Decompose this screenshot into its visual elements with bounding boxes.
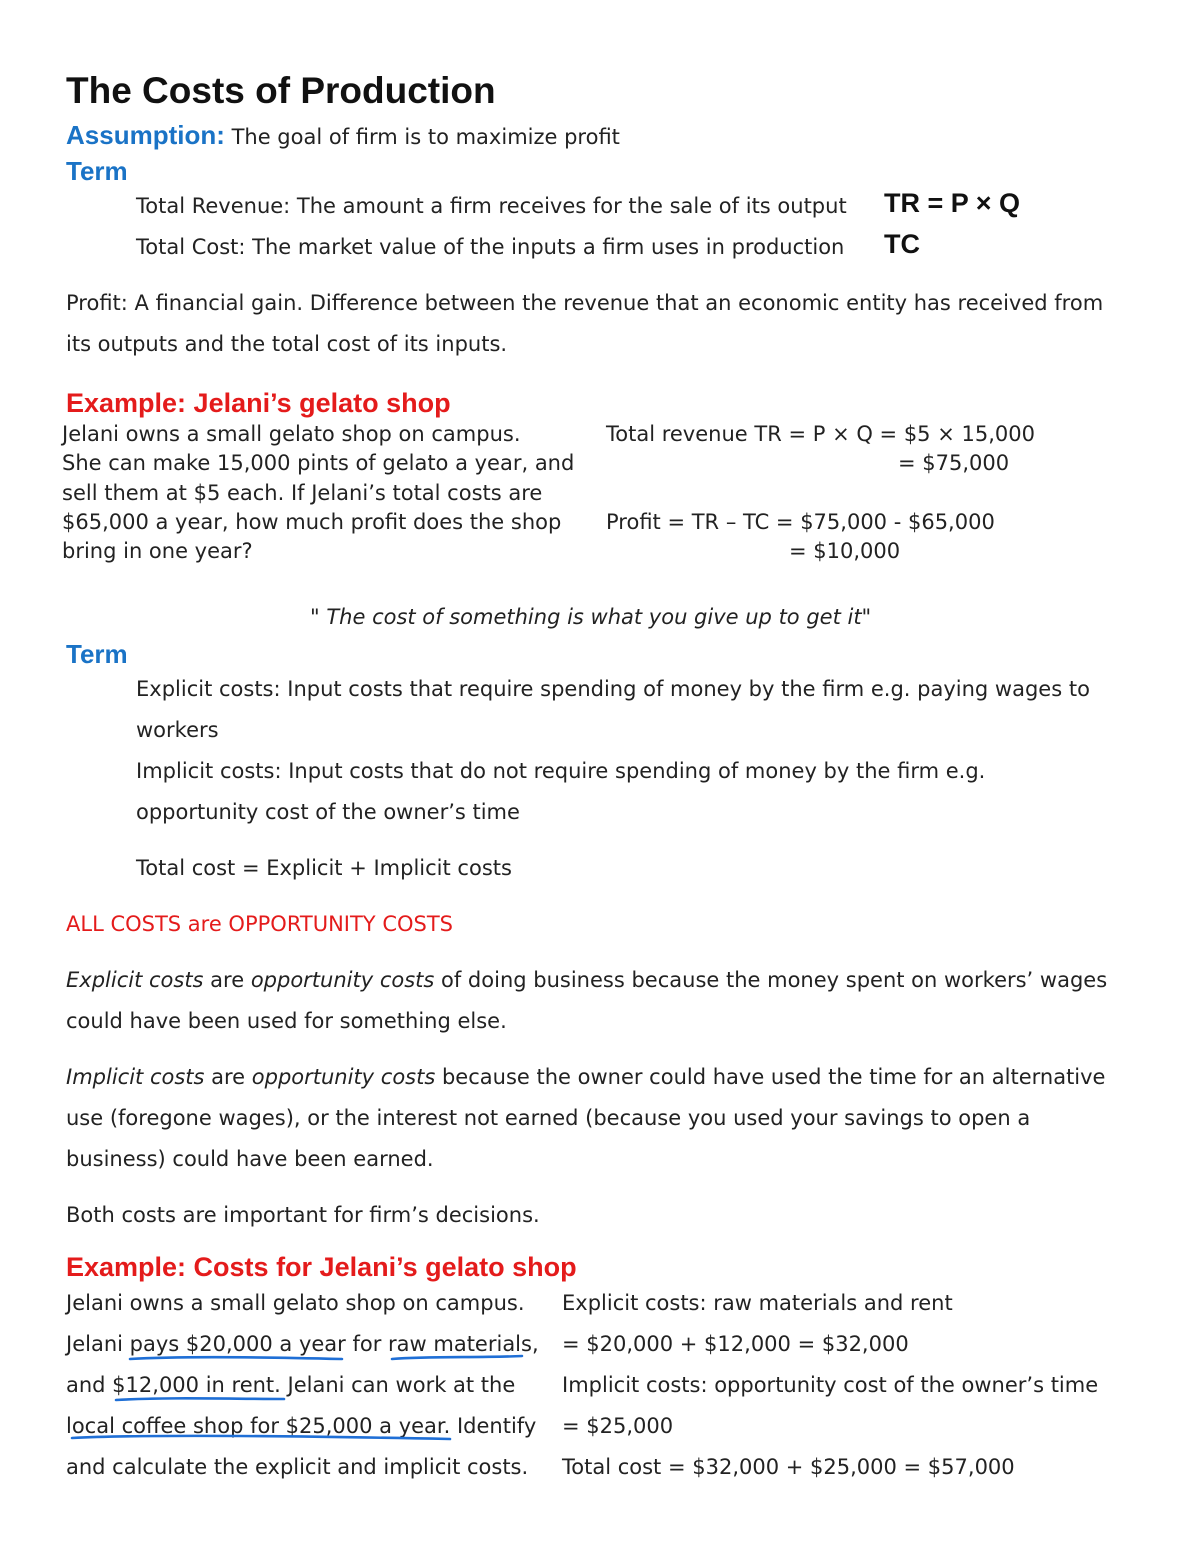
implicit-costs-term: Implicit costs	[66, 1065, 205, 1089]
example2-left-line: local coffee shop for $25,000 a year. Identify	[66, 1414, 537, 1438]
implicit-paragraph-line2: use (foregone wages), or the interest not earned (because you used your savings to open a	[66, 1106, 1031, 1130]
opportunity-costs-term: opportunity costs	[250, 968, 435, 992]
total-revenue-formula: TR = P × Q	[884, 188, 1021, 218]
term-heading-1: Term	[66, 156, 128, 186]
assumption-line	[66, 120, 620, 151]
example2-right-line: Implicit costs: opportunity cost of the owner’s time	[562, 1373, 1099, 1397]
explicit-costs-definition-line1: Explicit costs: Input costs that require spending of money by the firm e.g. paying wages to	[136, 677, 1090, 701]
example2-left-line: and calculate the explicit and implicit costs.	[66, 1455, 529, 1479]
assumption-label: Assumption:	[66, 120, 225, 150]
page-title: The Costs of Production	[66, 70, 496, 111]
paragraph-text: are	[203, 968, 251, 992]
implicit-costs-definition-line2: opportunity cost of the owner’s time	[136, 800, 520, 824]
ink-underline	[130, 1357, 342, 1359]
opportunity-costs-term: opportunity costs	[251, 1065, 436, 1089]
ink-underline	[392, 1356, 522, 1359]
implicit-costs-definition-line1: Implicit costs: Input costs that do not require spending of money by the firm e.g.	[136, 759, 986, 783]
total-revenue-calc: Total revenue TR = P × Q = $5 × 15,000	[606, 422, 1035, 446]
quote: " The cost of something is what you give up to get it"	[310, 605, 872, 629]
example1-heading: Example: Jelani’s gelato shop	[66, 388, 451, 418]
example2-left-line: and $12,000 in rent. Jelani can work at the	[66, 1373, 516, 1397]
paragraph-text: are	[204, 1065, 252, 1089]
example2-right-line: = $25,000	[562, 1414, 674, 1438]
profit-calc: Profit = TR – TC = $75,000 - $65,000	[606, 510, 995, 534]
example2-left-line: Jelani owns a small gelato shop on campus.	[66, 1291, 525, 1315]
implicit-paragraph-line1	[66, 1065, 1105, 1089]
example2-left-line: Jelani pays $20,000 a year for raw materials,	[66, 1332, 539, 1356]
assumption-text: The goal of firm is to maximize profit	[224, 125, 620, 149]
total-revenue-definition: Total Revenue: The amount a firm receives for the sale of its output	[136, 194, 847, 218]
example2-right-line: Total cost = $32,000 + $25,000 = $57,000	[562, 1455, 1015, 1479]
explicit-costs-definition-line2: workers	[136, 718, 219, 742]
profit-definition-line1: Profit: A financial gain. Difference between the revenue that an economic entity has received from	[66, 291, 1104, 315]
total-cost-formula: TC	[884, 229, 920, 259]
example2-right-line: Explicit costs: raw materials and rent	[562, 1291, 953, 1315]
example1-left-line: $65,000 a year, how much profit does the shop	[62, 510, 562, 534]
example2-heading: Example: Costs for Jelani’s gelato shop	[66, 1252, 577, 1282]
implicit-paragraph-line3: business) could have been earned.	[66, 1147, 434, 1171]
explicit-paragraph-line2: could have been used for something else.	[66, 1009, 507, 1033]
all-costs-statement: ALL COSTS are OPPORTUNITY COSTS	[66, 912, 453, 936]
term-heading-2: Term	[66, 639, 128, 669]
paragraph-text: because the owner could have used the time for an alternative	[435, 1065, 1106, 1089]
paragraph-text: of doing business because the money spent on workers’ wages	[434, 968, 1108, 992]
example1-left-line: bring in one year?	[62, 539, 253, 563]
total-cost-definition: Total Cost: The market value of the inputs a firm uses in production	[136, 235, 845, 259]
example1-left-line: Jelani owns a small gelato shop on campus.	[62, 422, 521, 446]
example1-left-line: sell them at $5 each. If Jelani’s total costs are	[62, 481, 543, 505]
both-costs-statement: Both costs are important for firm’s decisions.	[66, 1203, 540, 1227]
profit-result: = $10,000	[789, 539, 901, 563]
explicit-costs-term: Explicit costs	[66, 968, 204, 992]
total-revenue-result: = $75,000	[898, 451, 1010, 475]
ink-underline	[116, 1398, 284, 1400]
total-cost-equation: Total cost = Explicit + Implicit costs	[136, 856, 512, 880]
explicit-paragraph-line1	[66, 968, 1107, 992]
example2-right-line: = $20,000 + $12,000 = $32,000	[562, 1332, 909, 1356]
example1-left-line: She can make 15,000 pints of gelato a year, and	[62, 451, 575, 475]
profit-definition-line2: its outputs and the total cost of its inputs.	[66, 332, 508, 356]
